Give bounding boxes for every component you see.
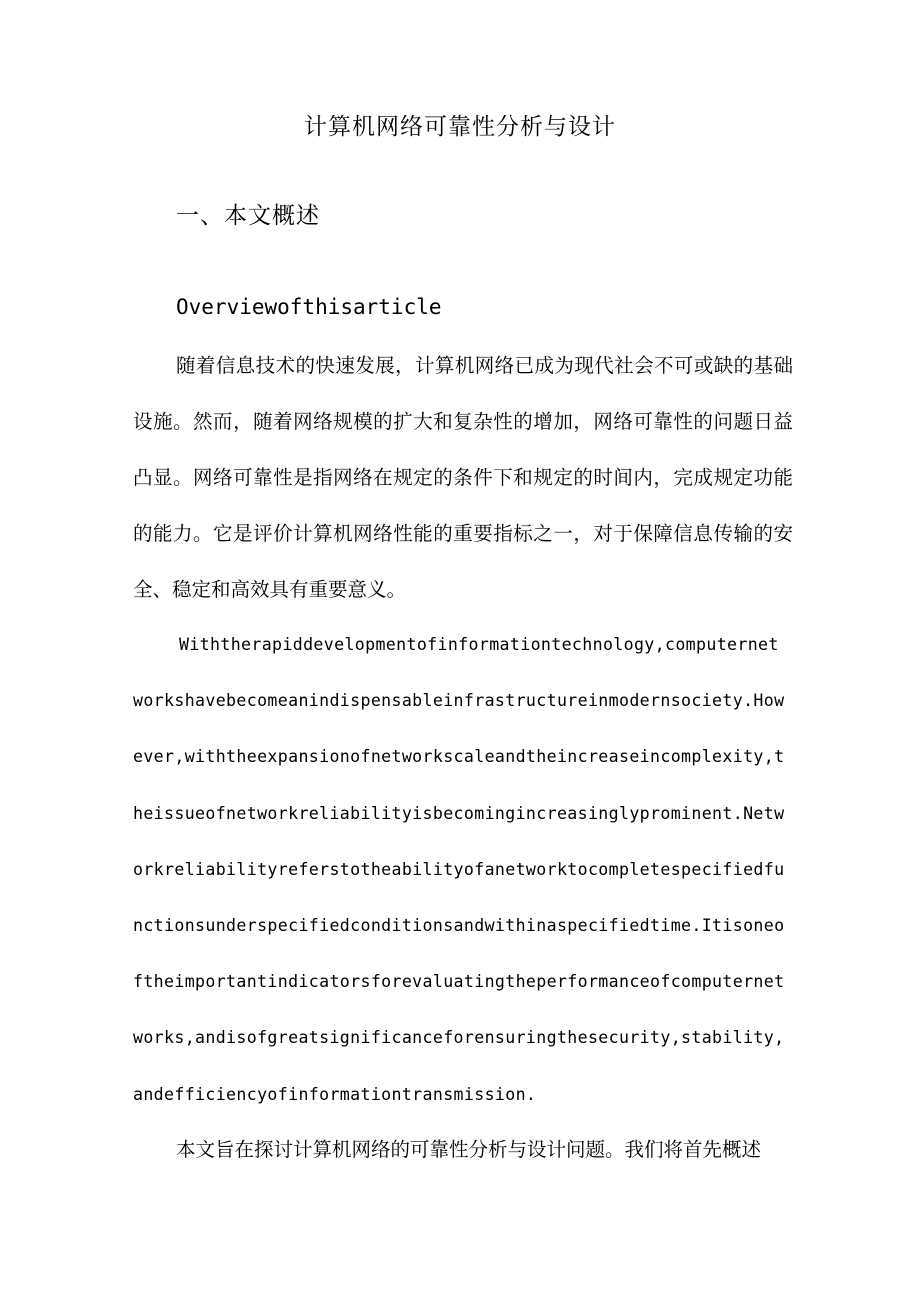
paragraph-english-intro: Withtherapiddevelopmentofinformationtechnology,computernetworkshavebecomeanindispensableinfrastructureinmodernsociety.However,withtheexpansionofnetworkscaleandtheincreaseincomplexity,theissueofnetworkreliabilityisbecomingincreasinglyprominent.Networkreliabilityreferstotheabilityofanetworktocompletespecifiedfunctionsunderspecifiedconditionsandwithinaspecifiedtime.Itisoneoftheimportantindicatorsforevaluatingtheperformanceofcomputernetworks,andisofgreatsignificanceforensuringthesecurity,stability,andefficiencyofinformationtransmission. [133, 635, 785, 1104]
paragraph-chinese-intro: 随着信息技术的快速发展，计算机网络已成为现代社会不可或缺的基础设施。然而，随着网络规模的扩大和复杂性的增加，网络可靠性的问题日益凸显。网络可靠性是指网络在规定的条件下和规定的时间内，完成规定功能的能力。它是评价计算机网络性能的重要指标之一，对于保障信息传输的安全、稳定和高效具有重要意义。 [133, 354, 793, 601]
section-heading: 一、本文概述 [176, 203, 320, 229]
paragraph-chinese-purpose: 本文旨在探讨计算机网络的可靠性分析与设计问题。我们将首先概述 [176, 1138, 762, 1161]
section-subheading-english: Overviewofthisarticle [176, 295, 442, 319]
document-title: 计算机网络可靠性分析与设计 [304, 114, 616, 140]
